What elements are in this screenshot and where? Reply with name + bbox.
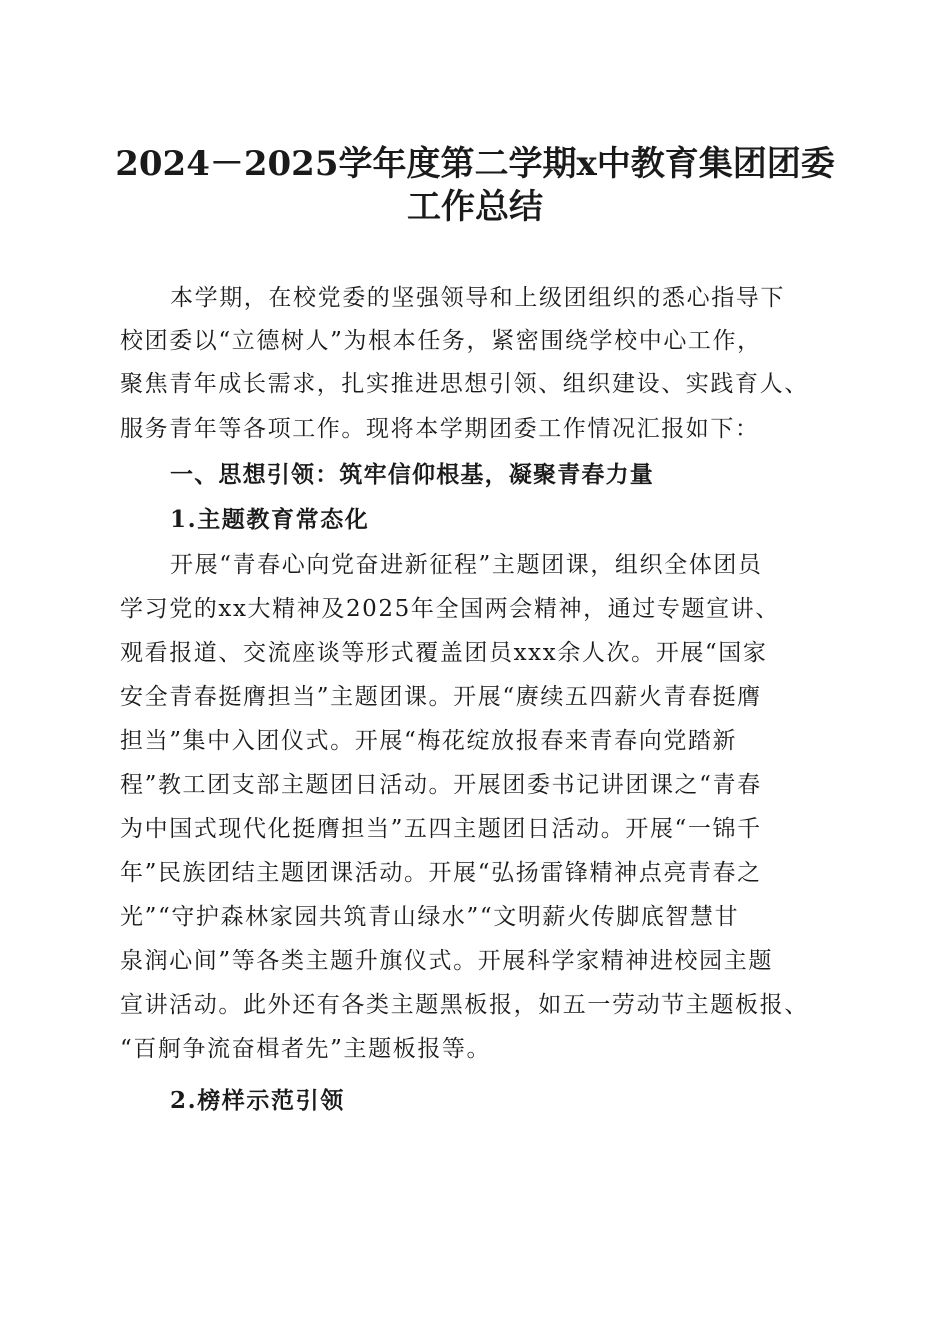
subsection-1-line: 为中国式现代化挺膺担当”五四主题团日活动。开展“一锦千 bbox=[120, 816, 762, 842]
intro-line-2: 校团委以“立德树人”为根本任务，紧密围绕学校中心工作， bbox=[120, 328, 762, 354]
subsection-1-line: “百舸争流奋楫者先”主题板报等。 bbox=[120, 1036, 492, 1062]
subsection-1-line: 程”教工团支部主题团日活动。开展团委书记讲团课之“青春 bbox=[120, 772, 762, 798]
intro-line-4: 服务青年等各项工作。现将本学期团委工作情况汇报如下： bbox=[120, 416, 760, 442]
subsection-2-title: 2.榜样示范引领 bbox=[170, 1087, 345, 1114]
document-title-line-2: 工作总结 bbox=[407, 187, 543, 227]
intro-line-3: 聚焦青年成长需求，扎实推进思想引领、组织建设、实践育人、 bbox=[120, 371, 809, 397]
intro-line-1: 本学期，在校党委的坚强领导和上级团组织的悉心指导下 bbox=[170, 285, 785, 311]
subsection-1-line: 担当”集中入团仪式。开展“梅花绽放报春来青春向党踏新 bbox=[120, 728, 738, 754]
subsection-1-title: 1.主题教育常态化 bbox=[170, 506, 370, 533]
subsection-1-line: 光”“守护森林家园共筑青山绿水”“文明薪火传脚底智慧甘 bbox=[120, 904, 740, 930]
section-1-heading: 一、思想引领：筑牢信仰根基，凝聚青春力量 bbox=[170, 462, 654, 488]
subsection-1-line: 泉润心间”等各类主题升旗仪式。开展科学家精神进校园主题 bbox=[120, 948, 773, 974]
subsection-1-line: 安全青春挺膺担当”主题团课。开展“赓续五四薪火青春挺膺 bbox=[120, 684, 762, 710]
subsection-1-line: 年”民族团结主题团课活动。开展“弘扬雷锋精神点亮青春之 bbox=[120, 860, 762, 886]
subsection-1-line: 观看报道、交流座谈等形式覆盖团员xxx余人次。开展“国家 bbox=[120, 640, 768, 666]
subsection-1-line: 学习党的xx大精神及2025年全国两会精神，通过专题宣讲、 bbox=[120, 596, 780, 622]
subsection-1-line: 宣讲活动。此外还有各类主题黑板报，如五一劳动节主题板报、 bbox=[120, 992, 809, 1018]
document-title-line-1: 2024－2025学年度第二学期x中教育集团团委 bbox=[115, 144, 835, 184]
subsection-1-line: 开展“青春心向党奋进新征程”主题团课，组织全体团员 bbox=[170, 552, 763, 578]
